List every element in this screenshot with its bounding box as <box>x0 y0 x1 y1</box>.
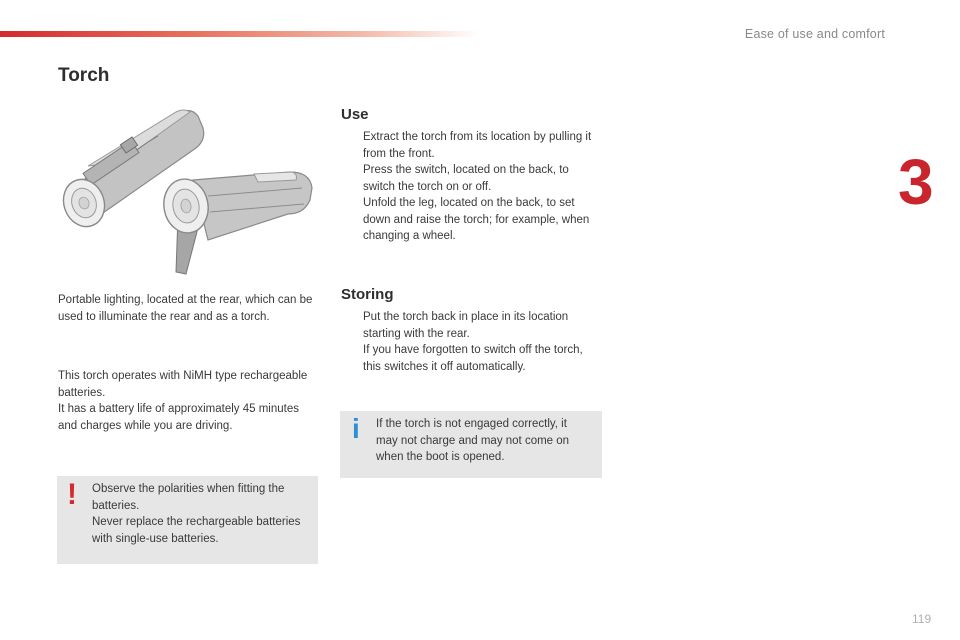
page-number: 119 <box>912 612 932 626</box>
battery-info <box>58 368 320 434</box>
section-header: Ease of use and comfort <box>744 27 885 41</box>
warning-line-1: Observe the polarities when fitting the batteries. <box>92 483 285 512</box>
use-item-text: Unfold the leg, located on the back, to set down and raise the torch; for example, when changing a wheel. <box>363 197 590 242</box>
list-item-continuation <box>341 342 603 375</box>
use-item-text: Extract the torch from its location by pulling it from the front. <box>363 131 592 160</box>
header-accent-bar <box>0 31 480 37</box>
battery-line-1: This torch operates with NiMH type rechargeable batteries. <box>58 370 308 399</box>
page-title: Torch <box>58 65 110 86</box>
chapter-number: 3 <box>898 146 934 218</box>
use-heading: Use <box>341 106 369 123</box>
exclamation-icon: ! <box>67 478 77 511</box>
list-item <box>341 195 603 245</box>
torch-unfolded-drawing <box>160 172 312 274</box>
list-item <box>341 309 603 342</box>
info-text: If the torch is not engaged correctly, it may not charge and may not come on when the boot is opened. <box>376 418 570 463</box>
storing-item-text: Put the torch back in place in its location starting with the rear. <box>363 311 569 340</box>
use-item-text: Press the switch, located on the back, to switch the torch on or off. <box>363 164 569 193</box>
list-item <box>341 162 603 195</box>
warning-box <box>57 476 318 564</box>
info-icon: i <box>352 413 360 444</box>
battery-line-2: It has a battery life of approximately 45 minutes and charges while you are driving. <box>58 403 299 432</box>
intro-text: Portable lighting, located at the rear, which can be used to illuminate the rear and as a torch. <box>58 294 313 323</box>
info-box <box>340 411 602 478</box>
warning-line-2: Never replace the rechargeable batteries with single-use batteries. <box>92 516 301 545</box>
storing-heading: Storing <box>341 286 394 303</box>
use-list <box>341 129 603 245</box>
torch-illustration <box>58 100 320 280</box>
storing-list <box>341 309 603 375</box>
list-item <box>341 129 603 162</box>
storing-item-text-2: If you have forgotten to switch off the torch, this switches it off automatically. <box>363 344 583 373</box>
